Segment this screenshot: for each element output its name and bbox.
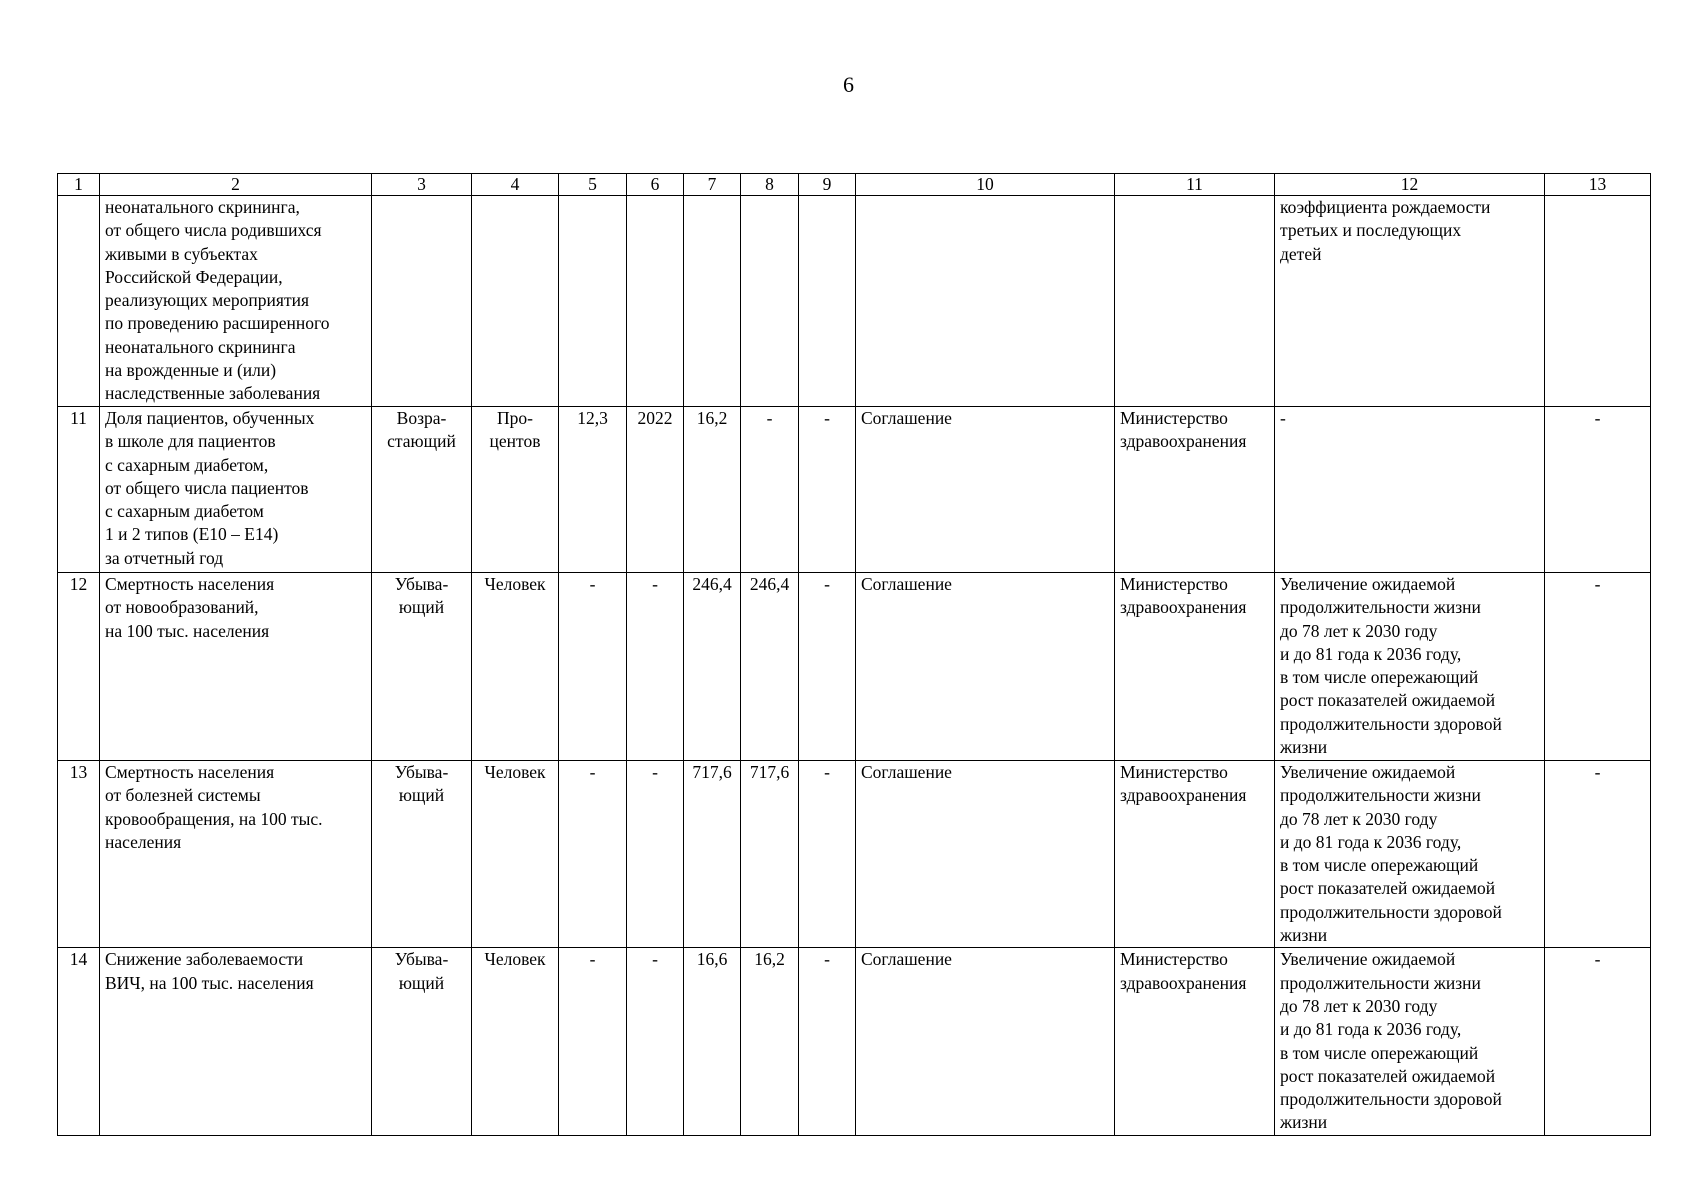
column-header: 2 <box>100 174 372 196</box>
row-number <box>58 196 100 407</box>
goal-link-cell: - <box>1275 407 1545 573</box>
column-header: 12 <box>1275 174 1545 196</box>
responsible-cell: Министерство здравоохранения <box>1115 407 1275 573</box>
column-header: 5 <box>559 174 627 196</box>
value-cell: 16,2 <box>684 407 741 573</box>
responsible-cell: Министерство здравоохранения <box>1115 948 1275 1135</box>
row-number: 14 <box>58 948 100 1135</box>
column-header: 11 <box>1115 174 1275 196</box>
value-cell: 16,2 <box>741 948 799 1135</box>
column-header: 8 <box>741 174 799 196</box>
base-year-cell: - <box>627 948 684 1135</box>
indicator-name: Снижение заболеваемости ВИЧ, на 100 тыс. населения <box>100 948 372 1135</box>
base-value-cell: - <box>559 761 627 948</box>
info-system-cell: - <box>1545 948 1651 1135</box>
base-year-cell <box>627 196 684 407</box>
indicator-name: Смертность населения от болезней системы кровообращения, на 100 тыс. населения <box>100 761 372 948</box>
value-cell: 246,4 <box>741 573 799 761</box>
column-header: 6 <box>627 174 684 196</box>
responsible-cell: Министерство здравоохранения <box>1115 761 1275 948</box>
base-year-cell: 2022 <box>627 407 684 573</box>
document-cell: Соглашение <box>856 407 1115 573</box>
unit-cell: Человек <box>472 573 559 761</box>
value-cell: - <box>741 407 799 573</box>
table-header-row <box>58 174 1651 196</box>
value-cell: 246,4 <box>684 573 741 761</box>
base-year-cell: - <box>627 573 684 761</box>
table-row <box>58 196 1651 407</box>
info-system-cell <box>1545 196 1651 407</box>
trend-cell: Возра- стающий <box>372 407 472 573</box>
trend-cell: Убыва- ющий <box>372 573 472 761</box>
page-number: 6 <box>843 72 854 97</box>
document-cell: Соглашение <box>856 573 1115 761</box>
responsible-cell <box>1115 196 1275 407</box>
info-system-cell: - <box>1545 407 1651 573</box>
value-cell: - <box>799 948 856 1135</box>
indicator-name: неонатального скрининга, от общего числа родившихся живыми в субъектах Российской Федерации, реализующих мероприятия по проведению расширенного неонатального скрининга на врожденные и (или) наследственные заболевания <box>100 196 372 407</box>
unit-cell <box>472 196 559 407</box>
table-row <box>58 407 1651 573</box>
value-cell: 717,6 <box>741 761 799 948</box>
goal-link-cell: Увеличение ожидаемой продолжительности жизни до 78 лет к 2030 году и до 81 года к 2036 году, в том числе опережающий рост показателей ожидаемой продолжительности здоровой жизни <box>1275 573 1545 761</box>
column-header: 3 <box>372 174 472 196</box>
value-cell <box>684 196 741 407</box>
unit-cell: Человек <box>472 948 559 1135</box>
base-value-cell: - <box>559 948 627 1135</box>
base-value-cell: 12,3 <box>559 407 627 573</box>
document-cell: Соглашение <box>856 948 1115 1135</box>
column-header: 1 <box>58 174 100 196</box>
value-cell: 717,6 <box>684 761 741 948</box>
unit-cell: Про- центов <box>472 407 559 573</box>
document-cell <box>856 196 1115 407</box>
trend-cell: Убыва- ющий <box>372 948 472 1135</box>
table-row <box>58 948 1651 1135</box>
goal-link-cell: Увеличение ожидаемой продолжительности жизни до 78 лет к 2030 году и до 81 года к 2036 году, в том числе опережающий рост показателей ожидаемой продолжительности здоровой жизни <box>1275 948 1545 1135</box>
column-header: 13 <box>1545 174 1651 196</box>
column-header: 9 <box>799 174 856 196</box>
value-cell: - <box>799 407 856 573</box>
indicator-name: Смертность населения от новообразований, на 100 тыс. населения <box>100 573 372 761</box>
table-row <box>58 761 1651 948</box>
row-number: 13 <box>58 761 100 948</box>
value-cell <box>799 196 856 407</box>
trend-cell <box>372 196 472 407</box>
table-row <box>58 573 1651 761</box>
trend-cell: Убыва- ющий <box>372 761 472 948</box>
column-header: 7 <box>684 174 741 196</box>
value-cell: - <box>799 761 856 948</box>
row-number: 11 <box>58 407 100 573</box>
indicators-table <box>57 173 1651 1136</box>
value-cell <box>741 196 799 407</box>
goal-link-cell: Увеличение ожидаемой продолжительности жизни до 78 лет к 2030 году и до 81 года к 2036 году, в том числе опережающий рост показателей ожидаемой продолжительности здоровой жизни <box>1275 761 1545 948</box>
base-value-cell: - <box>559 573 627 761</box>
value-cell: - <box>799 573 856 761</box>
row-number: 12 <box>58 573 100 761</box>
value-cell: 16,6 <box>684 948 741 1135</box>
indicator-name: Доля пациентов, обученных в школе для пациентов с сахарным диабетом, от общего числа пациентов с сахарным диабетом 1 и 2 типов (E10 – E14) за отчетный год <box>100 407 372 573</box>
base-value-cell <box>559 196 627 407</box>
unit-cell: Человек <box>472 761 559 948</box>
document-cell: Соглашение <box>856 761 1115 948</box>
info-system-cell: - <box>1545 573 1651 761</box>
column-header: 10 <box>856 174 1115 196</box>
column-header: 4 <box>472 174 559 196</box>
responsible-cell: Министерство здравоохранения <box>1115 573 1275 761</box>
info-system-cell: - <box>1545 761 1651 948</box>
goal-link-cell: коэффициента рождаемости третьих и последующих детей <box>1275 196 1545 407</box>
base-year-cell: - <box>627 761 684 948</box>
